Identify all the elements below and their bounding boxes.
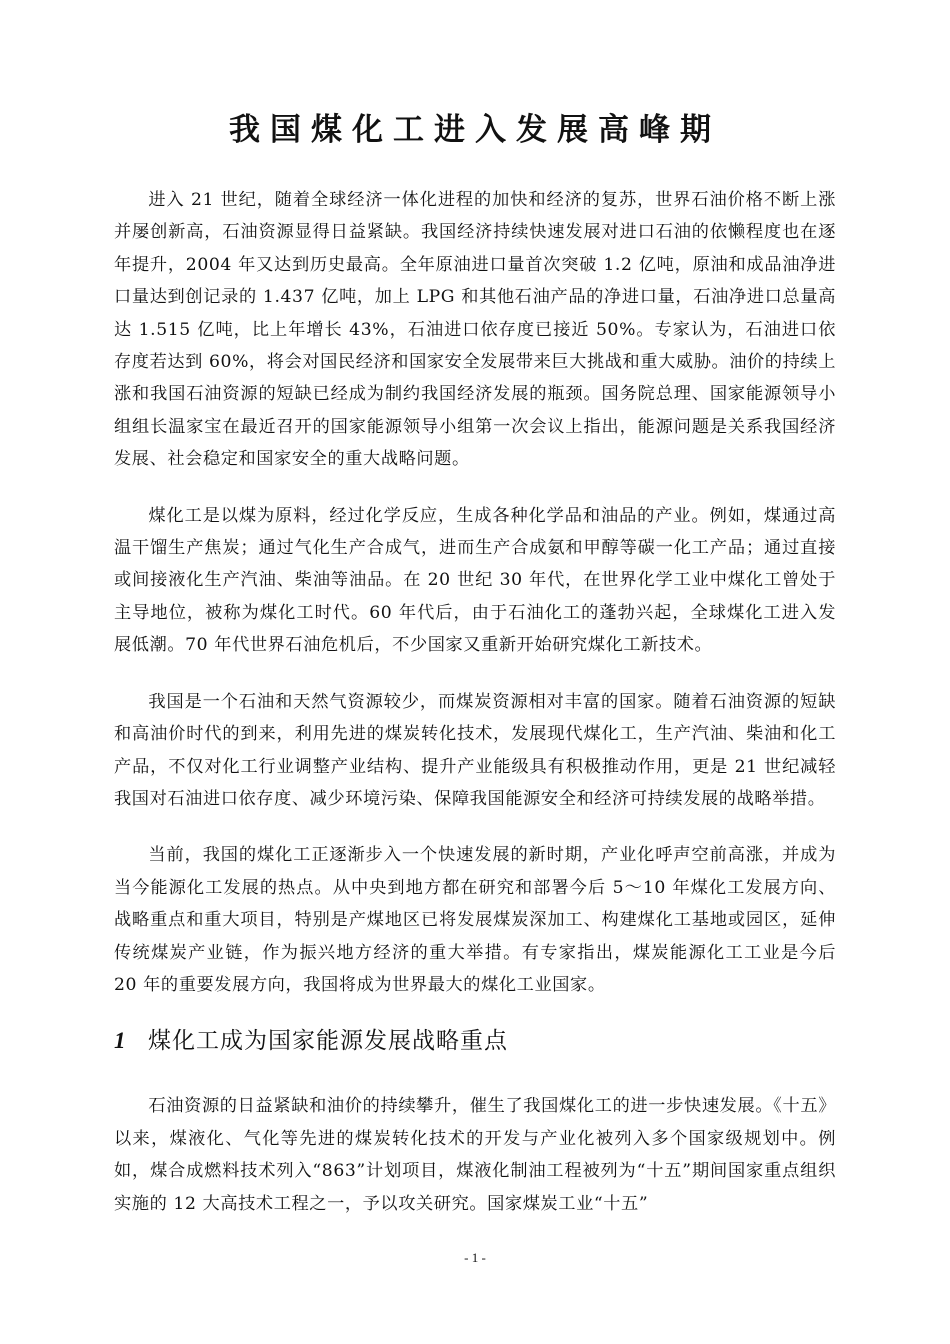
page-number: - 1 - bbox=[464, 1250, 486, 1265]
paragraph-2: 煤化工是以煤为原料，经过化学反应，生成各种化学品和油品的产业。例如，煤通过高温干馏生产焦炭；通过气化生产合成气，进而生产合成氨和甲醇等碳一化工产品；通过直接或间接液化生产汽油、柴油等油品。在 20 世纪 30 年代，在世界化学工业中煤化工曾处于主导地位，被称为煤化工时代。60 年代后，由于石油化工的蓬勃兴起，全球煤化工进入发展低潮。70 年代世界石油危机后，不少国家又重新开始研究煤化工新技术。 bbox=[114, 505, 836, 656]
paragraph-3: 我国是一个石油和天然气资源较少，而煤炭资源相对丰富的国家。随着石油资源的短缺和高油价时代的到来，利用先进的煤炭转化技术，发展现代煤化工，生产汽油、柴油和化工产品，不仅对化工行业调整产业结构、提升产业能级具有积极推动作用，更是 21 世纪减轻我国对石油进口依存度、减少环境污染、保障我国能源安全和经济可持续发展的战略举措。 bbox=[114, 691, 836, 809]
section-title: 煤化工成为国家能源发展战略重点 bbox=[148, 1028, 508, 1055]
paragraph-4: 当前，我国的煤化工正逐渐步入一个快速发展的新时期，产业化呼声空前高涨，并成为当今能源化工发展的热点。从中央到地方都在研究和部署今后 5～10 年煤化工发展方向、战略重点和重大项目，特别是产煤地区已将发展煤炭深加工、构建煤化工基地或园区，延伸传统煤炭产业链，作为振兴地方经济的重大举措。有专家指出，煤炭能源化工工业是今后 20 年的重要发展方向，我国将成为世界最大的煤化工业国家。 bbox=[114, 845, 836, 995]
paragraph-1: 进入 21 世纪，随着全球经济一体化进程的加快和经济的复苏，世界石油价格不断上涨并屡创新高，石油资源显得日益紧缺。我国经济持续快速发展对进口石油的依懒程度也在逐年提升，2004 年又达到历史最高。全年原油进口量首次突破 1.2 亿吨，原油和成品油净进口量达到创记录的 1.437 亿吨，加上 LPG 和其他石油产品的净进口量，石油净进口总量高达 1.515 亿吨，比上年增长 43%，石油进口依存度已接近 50%。专家认为，石油进口依存度若达到 60%，将会对国民经济和国家安全发展带来巨大挑战和重大威胁。油价的持续上涨和我国石油资源的短缺已经成为制约我国经济发展的瓶颈。国务院总理、国家能源领导小组组长温家宝在最近召开的国家能源领导小组第一次会议上指出，能源问题是关系我国经济发展、社会稳定和国家安全的重大战略问题。 bbox=[114, 190, 836, 470]
section-paragraph-1: 石油资源的日益紧缺和油价的持续攀升，催生了我国煤化工的进一步快速发展。《十五》以来，煤液化、气化等先进的煤炭转化技术的开发与产业化被列入多个国家级规划中。例如，煤合成燃料技术列入“863”计划项目，煤液化制油工程被列为“十五”期间国家重点组织实施的 12 大高技术工程之一，予以攻关研究。国家煤炭工业“十五” bbox=[114, 1096, 836, 1214]
section-number: 1 bbox=[114, 1028, 126, 1054]
document-body bbox=[114, 184, 836, 1244]
section-heading bbox=[114, 1025, 836, 1057]
document-title: 我国煤化工进入发展高峰期 bbox=[229, 112, 721, 148]
